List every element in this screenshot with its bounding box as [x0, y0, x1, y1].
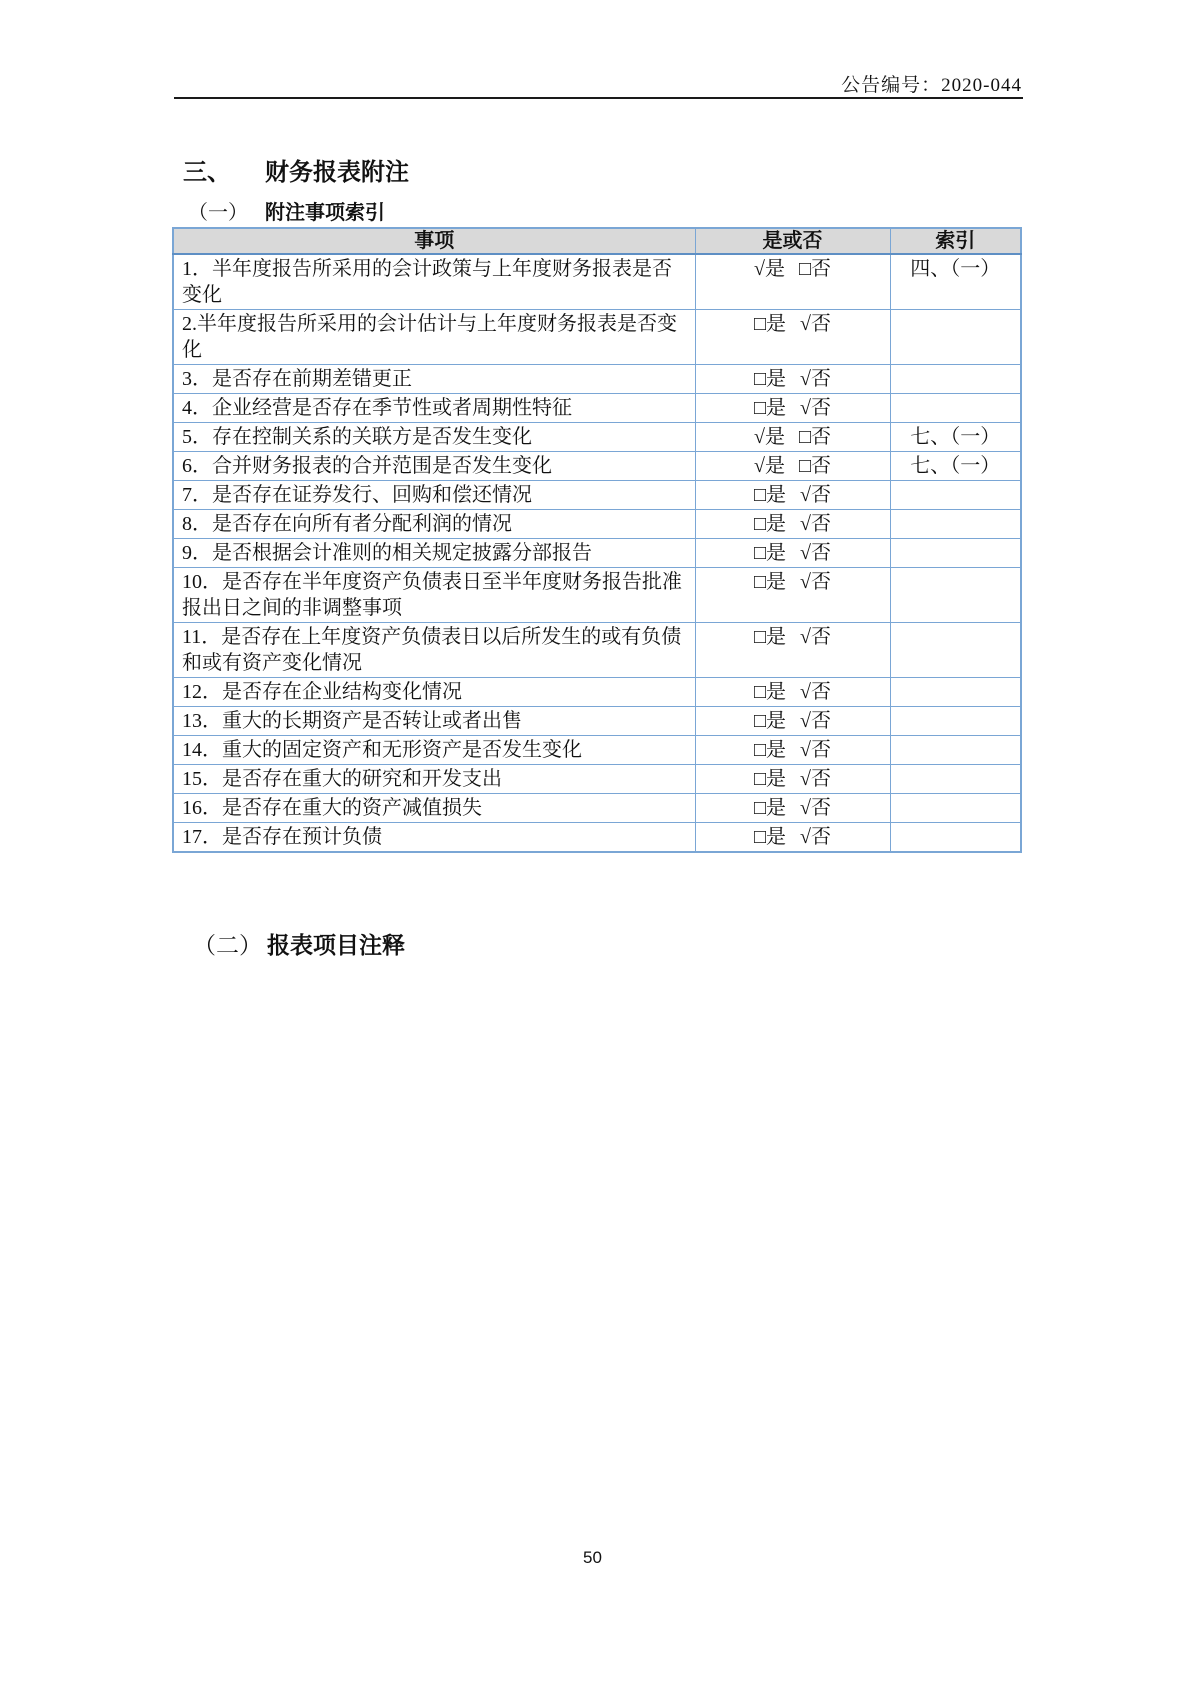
index-cell	[890, 394, 1021, 423]
choice-cell: □是 √否	[695, 707, 890, 736]
table-row	[173, 452, 1021, 481]
choice-cell: □是 √否	[695, 736, 890, 765]
choice-cell: □是 √否	[695, 394, 890, 423]
item-cell: 2.半年度报告所采用的会计估计与上年度财务报表是否变化	[173, 310, 695, 365]
table-row	[173, 510, 1021, 539]
table-row	[173, 254, 1021, 310]
table-body	[173, 254, 1021, 852]
choice-cell: □是 √否	[695, 365, 890, 394]
index-cell	[890, 707, 1021, 736]
item-cell: 6．合并财务报表的合并范围是否发生变化	[173, 452, 695, 481]
index-cell: 四、（一）	[890, 254, 1021, 310]
item-cell: 11．是否存在上年度资产负债表日以后所发生的或有负债和或有资产变化情况	[173, 623, 695, 678]
index-cell	[890, 539, 1021, 568]
header-cell-yesno: 是或否	[695, 228, 890, 254]
choice-cell: □是 √否	[695, 481, 890, 510]
item-cell: 3．是否存在前期差错更正	[173, 365, 695, 394]
item-cell: 16．是否存在重大的资产减值损失	[173, 794, 695, 823]
index-cell	[890, 568, 1021, 623]
table-row	[173, 678, 1021, 707]
index-cell	[890, 510, 1021, 539]
table-row	[173, 568, 1021, 623]
table-row	[173, 539, 1021, 568]
choice-cell: □是 √否	[695, 510, 890, 539]
index-cell	[890, 623, 1021, 678]
item-cell: 4．企业经营是否存在季节性或者周期性特征	[173, 394, 695, 423]
item-cell: 17．是否存在预计负债	[173, 823, 695, 853]
item-cell: 10．是否存在半年度资产负债表日至半年度财务报告批准报出日之间的非调整事项	[173, 568, 695, 623]
table-row	[173, 481, 1021, 510]
index-cell	[890, 310, 1021, 365]
table-row	[173, 394, 1021, 423]
choice-cell: □是 √否	[695, 623, 890, 678]
choice-cell: √是 □否	[695, 254, 890, 310]
header-cell-index: 索引	[890, 228, 1021, 254]
item-cell: 14．重大的固定资产和无形资产是否发生变化	[173, 736, 695, 765]
choice-cell: √是 □否	[695, 452, 890, 481]
page-number: 50	[583, 1548, 602, 1567]
choice-cell: □是 √否	[695, 794, 890, 823]
item-cell: 7．是否存在证券发行、回购和偿还情况	[173, 481, 695, 510]
subsection-2-number: （二）	[193, 933, 262, 958]
table-row	[173, 423, 1021, 452]
announcement-number: 公告编号：2020-044	[841, 75, 1022, 96]
index-cell	[890, 823, 1021, 853]
item-cell: 12．是否存在企业结构变化情况	[173, 678, 695, 707]
section-title: 财务报表附注	[265, 160, 409, 186]
table-row	[173, 623, 1021, 678]
table-header-row	[173, 228, 1021, 254]
section-heading	[183, 152, 409, 187]
item-cell: 13．重大的长期资产是否转让或者出售	[173, 707, 695, 736]
index-cell	[890, 765, 1021, 794]
notes-index-table	[172, 227, 1022, 853]
choice-cell: □是 √否	[695, 539, 890, 568]
table-row	[173, 823, 1021, 853]
subsection-1-number: （一）	[188, 202, 248, 224]
item-cell: 15．是否存在重大的研究和开发支出	[173, 765, 695, 794]
index-cell	[890, 678, 1021, 707]
subsection-1-heading	[188, 196, 385, 225]
header-rule	[174, 97, 1023, 99]
item-cell: 9．是否根据会计准则的相关规定披露分部报告	[173, 539, 695, 568]
table-row	[173, 736, 1021, 765]
index-cell	[890, 481, 1021, 510]
item-cell: 8．是否存在向所有者分配利润的情况	[173, 510, 695, 539]
subsection-1-title: 附注事项索引	[265, 202, 385, 224]
index-cell	[890, 794, 1021, 823]
choice-cell: □是 √否	[695, 310, 890, 365]
table-row	[173, 794, 1021, 823]
choice-cell: □是 √否	[695, 568, 890, 623]
table-row	[173, 765, 1021, 794]
index-cell: 七、（一）	[890, 423, 1021, 452]
choice-cell: □是 √否	[695, 765, 890, 794]
table-row	[173, 310, 1021, 365]
index-cell	[890, 365, 1021, 394]
table-row	[173, 365, 1021, 394]
header-cell-item: 事项	[173, 228, 695, 254]
index-cell	[890, 736, 1021, 765]
item-cell: 1．半年度报告所采用的会计政策与上年度财务报表是否变化	[173, 254, 695, 310]
choice-cell: □是 √否	[695, 823, 890, 853]
table-row	[173, 707, 1021, 736]
item-cell: 5．存在控制关系的关联方是否发生变化	[173, 423, 695, 452]
index-cell: 七、（一）	[890, 452, 1021, 481]
section-number: 三、	[183, 160, 231, 186]
subsection-2-title: 报表项目注释	[267, 933, 405, 958]
choice-cell: □是 √否	[695, 678, 890, 707]
choice-cell: √是 □否	[695, 423, 890, 452]
subsection-2-heading	[193, 927, 405, 960]
